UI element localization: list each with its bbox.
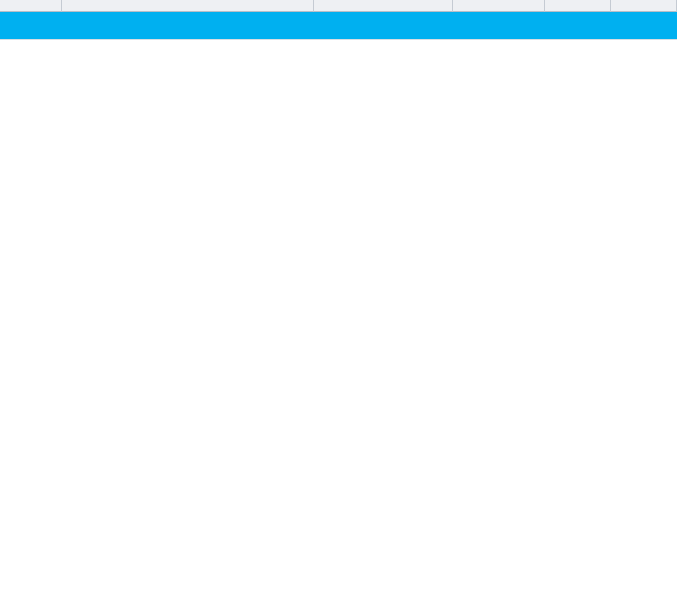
header-comments[interactable] xyxy=(453,12,545,39)
header-row xyxy=(0,12,677,40)
column-header-f[interactable] xyxy=(611,0,677,12)
header-sl[interactable] xyxy=(0,12,62,39)
header-website[interactable] xyxy=(314,12,453,39)
column-header-b[interactable] xyxy=(62,0,314,12)
header-company-name[interactable] xyxy=(62,12,314,39)
column-header-d[interactable] xyxy=(453,0,545,12)
column-header-c[interactable] xyxy=(314,0,453,12)
column-header-a[interactable] xyxy=(0,0,62,12)
column-header-e[interactable] xyxy=(545,0,611,12)
